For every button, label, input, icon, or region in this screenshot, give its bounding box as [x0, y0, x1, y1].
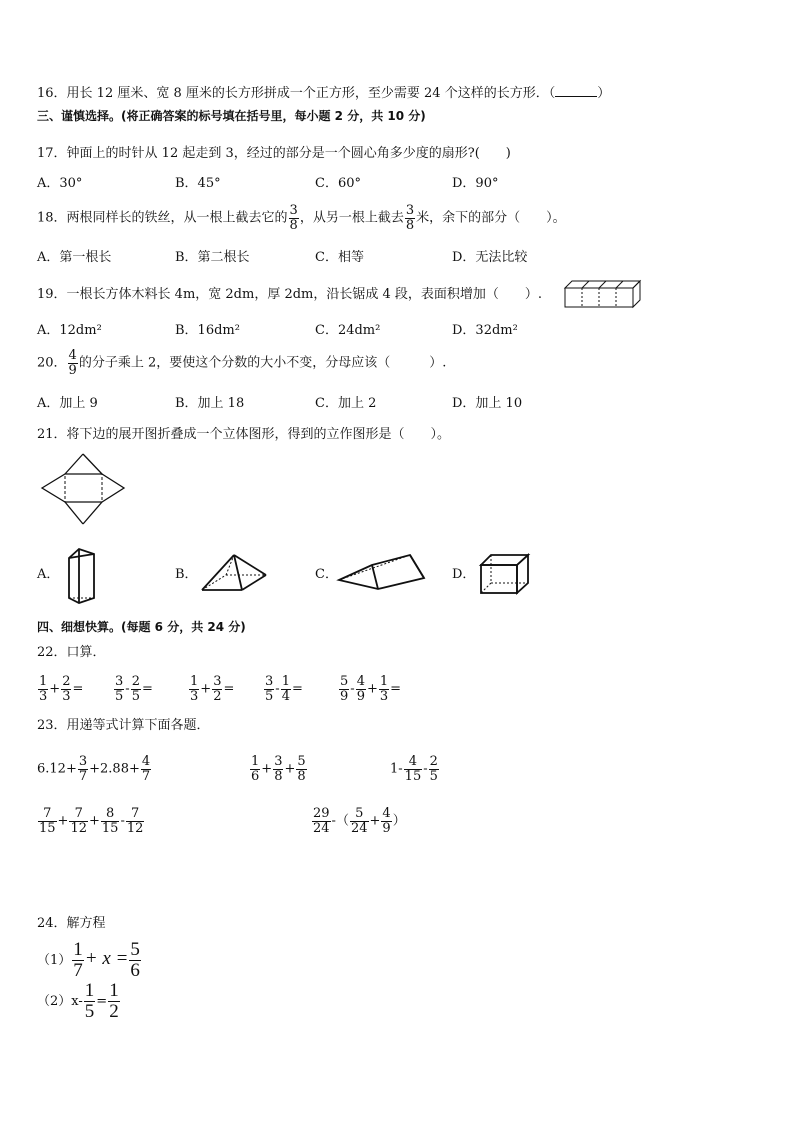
numerator: 1 — [251, 754, 260, 769]
q21-option-b[interactable]: B． — [175, 567, 198, 582]
fraction — [429, 755, 439, 783]
q20-option-d[interactable]: D．加上 10 — [452, 396, 523, 411]
denominator: 4 — [281, 688, 290, 704]
fraction — [289, 204, 299, 232]
denominator: 12 — [126, 820, 144, 836]
numerator: 3 — [289, 203, 298, 218]
equals: = — [141, 681, 153, 697]
numerator: 4 — [382, 806, 391, 821]
q18-middle: ，从另一根上截去 — [299, 210, 404, 226]
equation-text: + x = — [84, 947, 129, 969]
operator: + — [369, 813, 381, 829]
numerator: 1 — [281, 674, 290, 689]
denominator: 5 — [429, 768, 438, 784]
fraction — [296, 755, 306, 783]
numerator: 8 — [101, 807, 120, 822]
fraction — [281, 675, 291, 703]
q23-expression-3 — [390, 755, 440, 783]
operator: + — [284, 761, 296, 777]
operator: - — [423, 761, 428, 777]
q21-option-a[interactable]: A． — [37, 567, 60, 582]
cube-figure-d — [478, 553, 532, 595]
q22-item-5 — [338, 675, 401, 703]
q17-option-b[interactable]: B．45° — [175, 176, 221, 191]
question-23-title: 23．用递等式计算下面各题． — [37, 718, 210, 733]
denominator: 3 — [379, 688, 389, 704]
numerator: 1 — [39, 674, 48, 689]
fraction — [212, 675, 222, 703]
wood-block-figure — [562, 279, 646, 309]
denominator: 15 — [404, 768, 422, 784]
q19-option-c[interactable]: C．24dm² — [315, 323, 381, 338]
fraction — [141, 755, 151, 783]
q19-option-b[interactable]: B．16dm² — [175, 323, 240, 338]
operator: - — [120, 813, 125, 829]
denominator: 8 — [289, 217, 298, 233]
question-21: 21．将下边的展开图折叠成一个立体图形，得到的立作图形是（ ）。 — [37, 427, 451, 442]
q20-option-c[interactable]: C．加上 2 — [315, 396, 377, 411]
q17-option-d[interactable]: D．90° — [452, 176, 499, 191]
fraction — [61, 675, 71, 703]
operator: - — [125, 681, 130, 697]
fraction — [72, 940, 84, 981]
q21-option-c[interactable]: C． — [315, 567, 338, 582]
fraction — [84, 981, 96, 1022]
denominator: 5 — [84, 1000, 95, 1022]
denominator: 24 — [350, 820, 368, 836]
denominator: 15 — [39, 820, 56, 836]
q18-suffix: 米，余下的部分（ ）。 — [416, 210, 566, 226]
q17-option-a[interactable]: A．30° — [37, 176, 83, 191]
equals: = — [291, 681, 303, 697]
question-20 — [37, 349, 446, 377]
numerator: 5 — [340, 674, 349, 689]
expr-text: ） — [392, 813, 406, 829]
operator: - — [350, 681, 355, 697]
denominator: 6 — [251, 768, 260, 784]
question-17: 17．钟面上的时针从 12 起走到 3，经过的部分是一个圆心角多少度的扇形?( ) — [37, 146, 511, 161]
numerator: 1 — [190, 674, 199, 689]
numerator: 3 — [405, 203, 415, 218]
equation-label: （1） — [37, 952, 72, 968]
denominator: 3 — [62, 688, 71, 704]
q19-option-a[interactable]: A．12dm² — [37, 323, 102, 338]
fraction — [78, 755, 88, 783]
denominator: 3 — [39, 688, 48, 704]
operator: + — [200, 681, 212, 697]
section-4-title: 四、细想快算。(每题 6 分，共 24 分) — [37, 620, 246, 634]
question-22-title: 22．口算． — [37, 645, 106, 660]
fraction — [126, 807, 145, 835]
equals: = — [390, 681, 402, 697]
q22-item-3 — [188, 675, 234, 703]
fraction — [101, 807, 120, 835]
denominator: 5 — [131, 688, 140, 704]
expr-text: 6.12+ — [37, 761, 77, 777]
numerator: 2 — [429, 754, 438, 769]
q23-expression-5 — [311, 807, 406, 835]
fraction — [381, 807, 391, 835]
denominator: 9 — [356, 688, 365, 704]
fraction — [264, 675, 274, 703]
denominator: 3 — [190, 688, 199, 704]
q24-equation-2 — [37, 981, 121, 1022]
numerator: 29 — [313, 806, 330, 821]
q24-equation-1 — [37, 940, 142, 981]
expr-text: 1- — [390, 761, 403, 777]
q17-option-c[interactable]: C．60° — [315, 176, 361, 191]
fraction — [339, 675, 349, 703]
numerator: 7 — [126, 807, 145, 822]
numerator: 2 — [131, 674, 140, 689]
denominator: 5 — [265, 688, 274, 704]
q18-prefix: 18．两根同样长的铁丝，从一根上截去它的 — [37, 210, 288, 226]
denominator: 12 — [70, 820, 87, 836]
q16-text: 16．用长 12 厘米、宽 8 厘米的长方形拼成一个正方形，至少需要 24 个这样的长方形．（ — [37, 86, 556, 101]
denominator: 9 — [340, 688, 349, 704]
denominator: 7 — [73, 959, 83, 981]
prism-figure-c — [336, 552, 428, 592]
fraction — [356, 675, 366, 703]
q19-option-d[interactable]: D．32dm² — [452, 323, 518, 338]
numerator: 3 — [115, 674, 124, 689]
numerator: 1 — [73, 939, 83, 960]
numerator: 3 — [213, 674, 222, 689]
q23-expression-2 — [249, 755, 308, 783]
section-3-title: 三、谨慎选择。(将正确答案的标号填在括号里，每小题 2 分，共 10 分) — [37, 109, 426, 123]
denominator: 8 — [297, 768, 306, 784]
denominator: 9 — [382, 820, 391, 836]
numerator: 1 — [109, 980, 119, 1001]
fraction — [189, 675, 199, 703]
q20-prefix: 20． — [37, 355, 67, 371]
numerator: 5 — [130, 939, 140, 960]
q16-close: ） — [597, 86, 611, 101]
fraction — [108, 981, 120, 1022]
fraction — [312, 807, 331, 835]
fraction — [350, 807, 369, 835]
numerator: 3 — [265, 674, 274, 689]
equation-label: （2）x- — [37, 993, 83, 1009]
fraction — [404, 755, 423, 783]
q18-option-d[interactable]: D．无法比较 — [452, 250, 528, 265]
denominator: 2 — [109, 1000, 119, 1022]
equation-text: = — [96, 993, 108, 1009]
q21-option-d[interactable]: D． — [452, 567, 476, 582]
operator: + — [89, 813, 100, 829]
numerator: 1 — [84, 980, 95, 1001]
fraction — [114, 675, 124, 703]
operator: -（ — [331, 813, 349, 829]
question-16 — [37, 85, 610, 100]
q22-item-4 — [263, 675, 303, 703]
denominator: 6 — [130, 959, 140, 981]
equals: = — [72, 681, 84, 697]
numerator: 7 — [38, 807, 57, 822]
fraction — [131, 675, 141, 703]
denominator: 8 — [274, 768, 283, 784]
question-19: 19．一根长方体木料长 4m，宽 2dm，厚 2dm，沿长锯成 4 段，表面积增加（ ）. — [37, 287, 543, 302]
numerator: 4 — [404, 755, 423, 770]
denominator: 9 — [68, 362, 77, 378]
net-figure — [40, 452, 126, 526]
q22-item-1 — [37, 675, 83, 703]
q18-option-c[interactable]: C．相等 — [315, 250, 364, 265]
q23-expression-1 — [37, 755, 152, 783]
operator: + — [261, 761, 273, 777]
operator: - — [275, 681, 280, 697]
q20-option-b[interactable]: B．加上 18 — [175, 396, 245, 411]
denominator: 2 — [213, 688, 222, 704]
q20-suffix: 的分子乘上 2，要使这个分数的大小不变，分母应该（ ）. — [78, 355, 447, 371]
q18-option-b[interactable]: B．第二根长 — [175, 250, 250, 265]
fraction — [38, 675, 48, 703]
q18-option-a[interactable]: A．第一根长 — [37, 250, 112, 265]
equals: = — [223, 681, 235, 697]
denominator: 7 — [78, 768, 88, 784]
prism-figure-a — [66, 546, 106, 604]
numerator: 2 — [62, 674, 71, 689]
fraction — [69, 807, 88, 835]
numerator: 3 — [78, 754, 88, 769]
q20-option-a[interactable]: A．加上 9 — [37, 396, 98, 411]
fraction — [405, 204, 415, 232]
operator: + — [366, 681, 378, 697]
fraction — [250, 755, 260, 783]
numerator: 1 — [379, 674, 389, 689]
q22-item-2 — [113, 675, 153, 703]
denominator: 5 — [115, 688, 124, 704]
numerator: 7 — [69, 807, 88, 822]
q23-expression-4 — [37, 807, 145, 835]
expr-text: +2.88+ — [89, 761, 140, 777]
pyramid-figure-b — [200, 553, 268, 593]
numerator: 4 — [356, 674, 365, 689]
numerator: 4 — [68, 348, 77, 363]
operator: + — [49, 681, 61, 697]
denominator: 24 — [313, 820, 330, 836]
fraction — [129, 940, 141, 981]
denominator: 8 — [405, 217, 415, 233]
numerator: 4 — [141, 754, 151, 769]
fraction — [38, 807, 57, 835]
question-18 — [37, 204, 566, 232]
question-24-title: 24．解方程 — [37, 916, 106, 931]
answer-blank[interactable] — [555, 85, 597, 97]
fraction — [68, 349, 78, 377]
denominator: 15 — [101, 820, 119, 836]
fraction — [273, 755, 283, 783]
fraction — [379, 675, 389, 703]
numerator: 5 — [350, 807, 369, 822]
operator: + — [57, 813, 69, 829]
denominator: 7 — [141, 768, 151, 784]
numerator: 3 — [274, 754, 283, 769]
numerator: 5 — [297, 754, 306, 769]
